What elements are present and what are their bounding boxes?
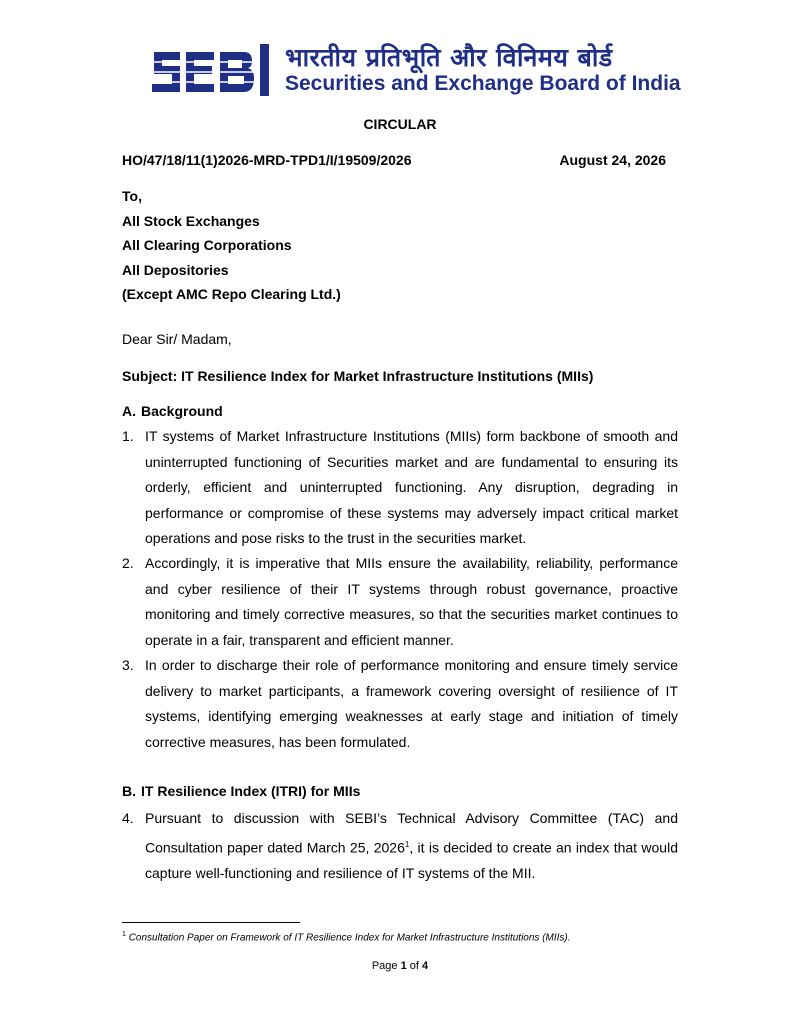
- paragraph-text-part: Pursuant to discussion with SEBI’s Technical Advisory Committee (TAC) and Consultation paper dated March 25, 2026: [145, 810, 678, 856]
- sebi-logo: [150, 38, 681, 102]
- numbered-paragraph: [122, 551, 678, 653]
- hindi-org-name: भारतीय प्रतिभूति और विनिमय बोर्ड: [285, 43, 613, 72]
- section-title: IT Resilience Index (ITRI) for MIIs: [141, 783, 361, 799]
- numbered-paragraph: [122, 806, 678, 886]
- paragraph-text: [145, 806, 678, 886]
- footnote: [122, 931, 571, 943]
- footnote-text: Consultation Paper on Framework of IT Resilience Index for Market Infrastructure Institutions (MIIs).: [128, 932, 571, 944]
- footnote-reference[interactable]: 1: [404, 839, 410, 849]
- addressee-line: All Stock Exchanges: [122, 212, 260, 229]
- addressee-block: [122, 184, 341, 307]
- page-of: of: [409, 960, 419, 972]
- english-org-name: Securities and Exchange Board of India: [285, 72, 681, 95]
- paragraph-number: 4.: [122, 810, 134, 826]
- addressee-line: (Except AMC Repo Clearing Ltd.): [122, 286, 341, 302]
- paragraph-text: In order to discharge their role of performance monitoring and ensure timely service delivery to market participants, a framework covering oversight of resilience of IT systems, identifying emerging weaknesses at early stage and initiation of timely corrective measures, has been formulated.: [145, 657, 678, 750]
- page-label: Page: [371, 960, 398, 972]
- section-title: Background: [141, 403, 223, 419]
- section-letter: A.: [122, 403, 136, 419]
- addressee-to: To,: [122, 188, 142, 204]
- circular-reference-number: HO/47/18/11(1)2026-MRD-TPD1/I/19509/2026: [122, 152, 412, 168]
- paragraph-text-part: , it is decided to create an index that would capture well-functioning and resilience of IT systems of the MII.: [145, 839, 678, 881]
- footnote-mark: 1: [122, 931, 126, 938]
- page-current: 1: [400, 960, 407, 972]
- paragraph-number: 1.: [122, 428, 134, 444]
- footnote-divider: [122, 922, 300, 923]
- section-heading: [122, 783, 360, 799]
- addressee-line: All Clearing Corporations: [122, 237, 292, 253]
- section-heading: [122, 403, 223, 419]
- addressee-line: All Depositories: [122, 261, 229, 278]
- sebi-logo-mark-icon: [150, 42, 275, 100]
- paragraph-text: Accordingly, it is imperative that MIIs ensure the availability, reliability, performance and cyber resilience of their IT systems through robust governance, proactive monitoring and timely corrective measures, so that the securities market continues to operate in a fair, transparent and efficient manner.: [145, 555, 678, 648]
- paragraph-number: 2.: [122, 555, 134, 571]
- page-number: [0, 960, 800, 972]
- circular-title: CIRCULAR: [363, 116, 437, 132]
- subject-line: Subject: IT Resilience Index for Market Infrastructure Institutions (MIIs): [122, 368, 594, 384]
- circular-date: August 24, 2026: [559, 152, 666, 168]
- paragraph-number: 3.: [122, 657, 134, 673]
- salutation: Dear Sir/ Madam,: [122, 331, 232, 347]
- page-total: 4: [422, 960, 429, 972]
- numbered-paragraph: [122, 424, 678, 552]
- section-letter: B.: [122, 783, 136, 799]
- numbered-paragraph: [122, 653, 678, 755]
- paragraph-text: IT systems of Market Infrastructure Institutions (MIIs) form backbone of smooth and uninterrupted functioning of Securities market and are fundamental to ensuring its orderly, efficient and uninterrupted functioning. Any disruption, degrading in performance or compromise of these systems may adversely impact critical market operations and pose risks to the trust in the securities market.: [145, 428, 678, 546]
